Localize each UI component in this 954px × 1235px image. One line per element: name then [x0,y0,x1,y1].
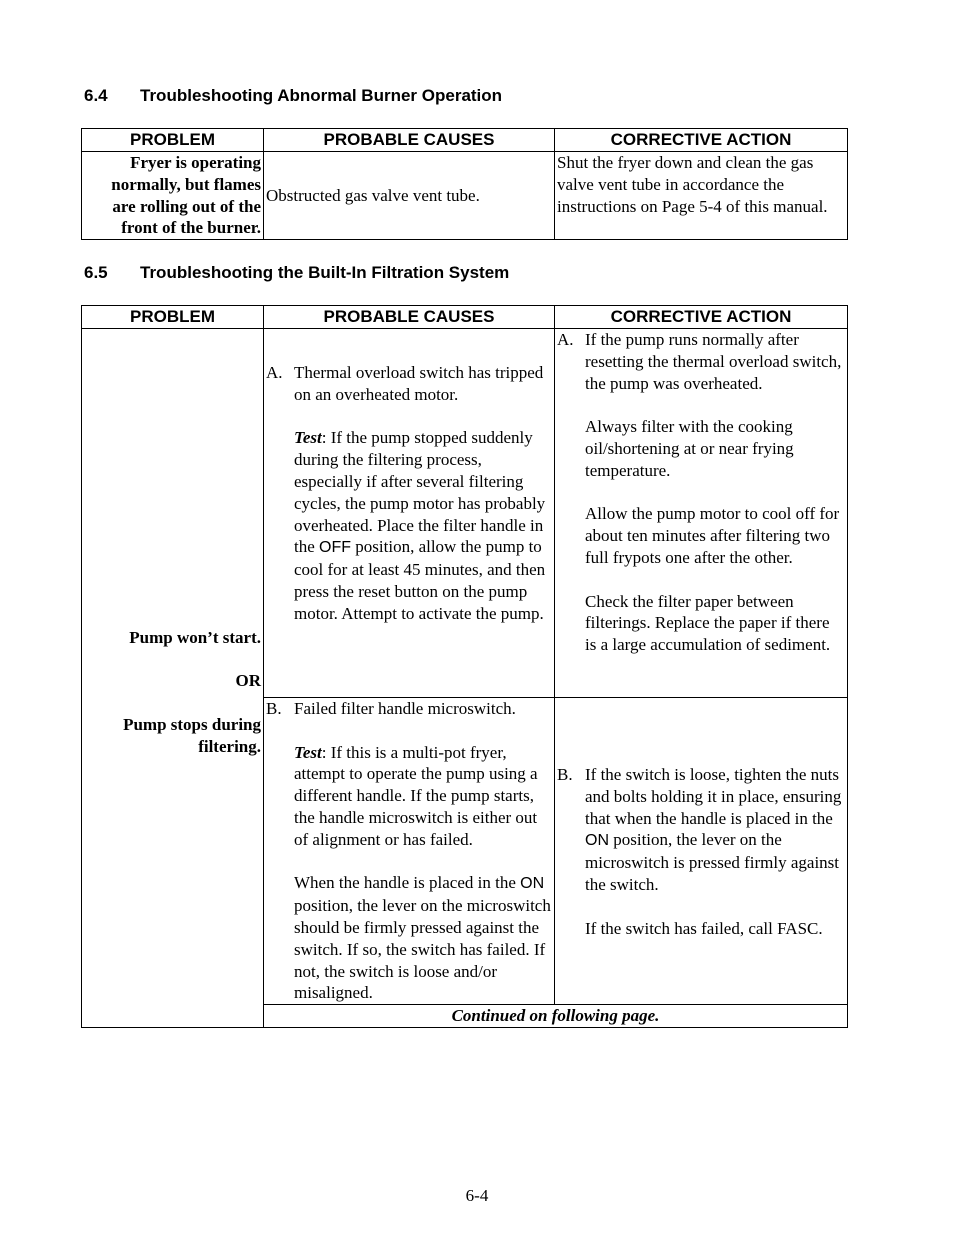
test-label: Test [294,742,322,762]
table-row [82,152,848,240]
action-a-label: A. [557,330,574,349]
action-a-p3: Allow the pump motor to cool off for about ten minutes after filtering two full frypots one after the other. [585,504,840,567]
test-label: Test [294,428,322,448]
section-title-6-4 [84,86,502,106]
header-problem: PROBLEM [82,306,264,329]
header-corrective-action: CORRECTIVE ACTION [555,306,848,329]
cause-b-label: B. [266,699,282,718]
cause-b-cell [264,698,555,1005]
action-b-item [557,764,845,939]
action-b-p1: If the switch is loose, tighten the nuts and bolts holding it in place, ensuring that when the handle is placed in the ON position, the lever on the microswitch is pressed firmly against the switch. [585,765,842,894]
action-a-cell [555,329,848,698]
header-corrective-action: CORRECTIVE ACTION [555,129,848,152]
section-heading: Troubleshooting the Built-In Filtration System [140,263,510,282]
cause-a-item [266,362,552,625]
cause-a-test: Test: If the pump stopped suddenly during the filtering process, especially if after several filtering cycles, the pump motor has probably overheated. Place the filter handle in the OFF position, allow the pump to cool for at least 45 minutes, and then press the reset button on the pump motor. Attempt to activate the pump. [294,428,546,623]
problem-line-1: Pump won’t start. [129,627,261,647]
cause-cell: Obstructed gas valve vent tube. [264,152,555,240]
action-a-item [557,329,845,656]
table-header-row [82,306,848,329]
action-cell: Shut the fryer down and clean the gas valve vent tube in accordance the instructions on Page 5-4 of this manual. [555,152,848,240]
action-a-p1: If the pump runs normally after resetting the thermal overload switch, the pump was overheated. [585,330,842,393]
cause-a-label: A. [266,363,283,382]
section-number: 6.4 [84,86,108,105]
action-b-p2: If the switch has failed, call FASC. [585,918,823,938]
section-heading: Troubleshooting Abnormal Burner Operation [140,86,503,105]
action-a-p2: Always filter with the cooking oil/shortening at or near frying temperature. [585,417,794,480]
burner-troubleshooting-table [81,128,848,240]
filtration-troubleshooting-table [81,305,848,1028]
table-header-row [82,129,848,152]
cause-b-item [266,698,552,1004]
continued-note: Continued on following page. [264,1005,848,1028]
cause-b-p2: When the handle is placed in the ON position, the lever on the microswitch should be firmly pressed against the switch. If so, the switch has failed. If not, the switch is loose and/or misaligned. [294,873,551,1003]
problem-cell: Fryer is operating normally, but flames are rolling out of the front of the burner. [82,152,264,240]
page-number: 6-4 [465,1186,489,1205]
table-row [82,329,848,698]
cause-b-text: Failed filter handle microswitch. [294,699,516,718]
cause-a-text: Thermal overload switch has tripped on an overheated motor. [294,363,544,404]
problem-cell [82,329,264,1028]
header-problem: PROBLEM [82,129,264,152]
section-title-6-5 [84,263,509,283]
cause-a-cell [264,329,555,698]
action-a-p4: Check the filter paper between filterings. Replace the paper if there is a large accumulation of sediment. [585,591,831,655]
on-keyword: ON [585,832,609,850]
problem-or: OR [235,671,261,691]
section-number: 6.5 [84,263,108,282]
action-b-label: B. [557,765,573,784]
problem-line-3: Pump stops during filtering. [123,714,261,756]
header-probable-causes: PROBABLE CAUSES [264,129,555,152]
off-keyword: OFF [319,539,352,557]
action-b-cell [555,698,848,1005]
on-keyword: ON [520,875,545,893]
header-probable-causes: PROBABLE CAUSES [264,306,555,329]
cause-b-test: Test: If this is a multi-pot fryer, attempt to operate the pump using a different handle. If the pump starts, the handle microswitch is either out of alignment or has failed. [294,742,538,849]
